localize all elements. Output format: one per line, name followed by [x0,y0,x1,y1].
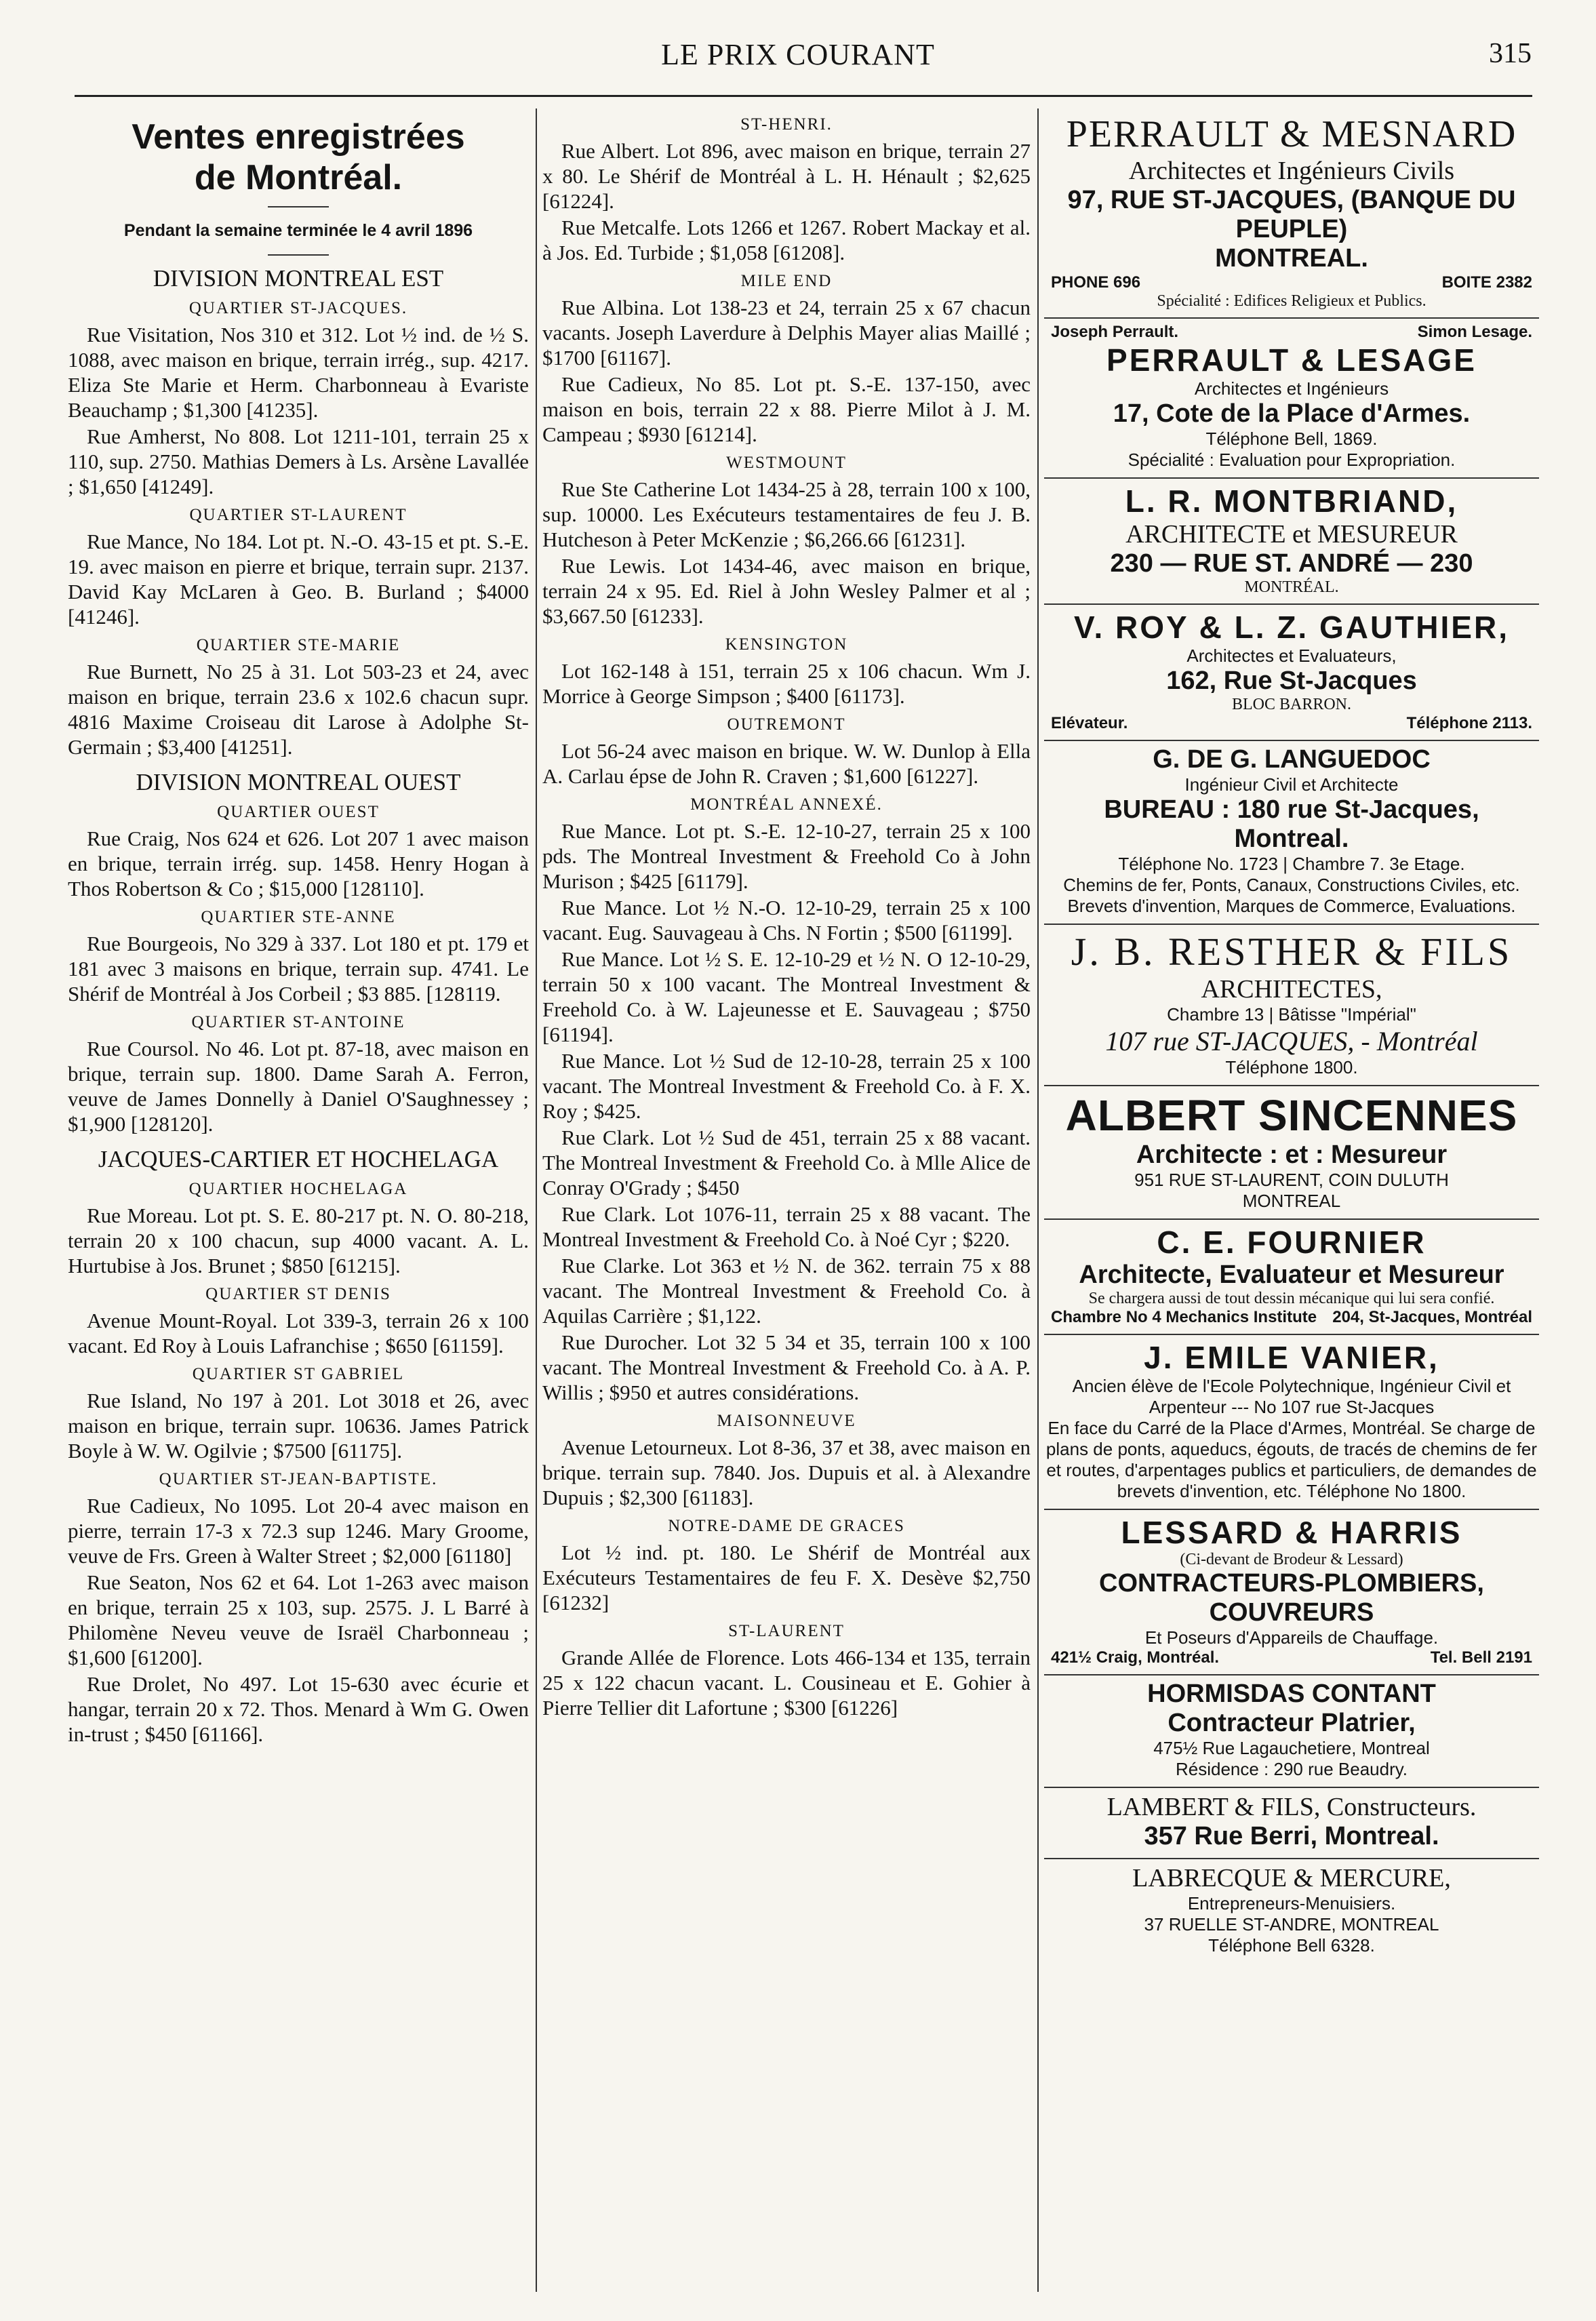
ad-line-pair [1044,323,1539,342]
sale-entry: Rue Clarke. Lot 363 et ½ N. de 362. terrain 75 x 88 vacant. The Montreal Investment & Freehold Co. à Aquilas Carrière ; $1,122. [542,1254,1031,1328]
ad-text: Entrepreneurs-Menuisiers. [1187,1893,1396,1913]
sale-entry: Rue Durocher. Lot 32 5 34 et 35, terrain 100 x 100 vacant. The Montreal Investment & Freehold Co. à A. P. Willis ; $950 et autres considérations. [542,1330,1031,1404]
journal-title: LE PRIX COURANT [661,38,935,71]
quarter-heading: NOTRE-DAME DE GRACES [668,1517,905,1535]
ad-text: (Ci-devant de Brodeur & Lessard) [1180,1551,1403,1568]
ad-text: ARCHITECTES, [1201,975,1382,1004]
sale-entry: Rue Mance, No 184. Lot pt. N.-O. 43-15 et pt. S.-E. 19. avec maison en pierre et brique, terrain supr. 2137. David Kay McLaren à Geo. B. Burland ; $4000 [41246]. [68,530,529,629]
ad-text: 421½ Craig, Montréal. [1051,1648,1220,1667]
quarter-heading: ST-HENRI. [740,115,833,134]
ad-text: Téléphone Bell, 1869. [1205,429,1378,449]
ad-text: Elévateur. [1051,714,1128,732]
sale-entry: Rue Lewis. Lot 1434-46, avec maison en brique, terrain 24 x 95. Ed. Riel à John Wesley Palmer et al ; $3,667.50 [61233]. [542,554,1031,628]
ad-text: C. E. FOURNIER [1157,1225,1427,1260]
advertisement [1044,925,1539,1086]
sale-entry: Rue Bourgeois, No 329 à 337. Lot 180 et pt. 179 et 181 avec 3 maisons en brique, terrain sup. 4741. Le Shérif de Montréal à Jos Corbeil ; $3 885. [128119. [68,932,529,1006]
advertisement [1044,741,1539,925]
quarter-heading: MILE END [740,272,833,290]
ad-text: MONTREAL. [1215,244,1368,273]
ad-text: Ingénieur Civil et Architecte [1184,774,1399,795]
ad-text: Téléphone 2113. [1406,714,1532,732]
ad-text: ALBERT SINCENNES [1065,1091,1518,1140]
ad-text: 357 Rue Berri, Montreal. [1144,1822,1439,1850]
sale-entry: Rue Coursol. No 46. Lot pt. 87-18, avec maison en brique, terrain sup. 1800. Dame Sarah A. Ferron, veuve de James Donnelly à Daniel O'Saughnessey ; $1,900 [128120]. [68,1037,529,1136]
ad-text: Chemins de fer, Ponts, Canaux, Constructions Civiles, etc. Brevets d'invention, Marques de Commerce, Evaluations. [1063,875,1520,916]
sale-entry: Rue Seaton, Nos 62 et 64. Lot 1-263 avec maison en brique, terrain 25 x 103, sup. 2575. J. L Barré à Philomène Neveu veuve de Israël Charbonneau ; $1,600 [61200]. [68,1570,529,1669]
ad-text: MONTRÉAL. [1244,578,1339,596]
sale-entry: Rue Craig, Nos 624 et 626. Lot 207 1 avec maison en brique, terrain irrég. sup. 1458. Henry Hogan à Thos Robertson & Co ; $15,000 [128110]. [68,827,529,900]
listing-body [68,265,529,1747]
column-divider [1037,108,1039,2292]
advertisement [1044,1788,1539,1859]
quarter-heading: QUARTIER STE-ANNE [201,908,396,926]
ad-text: 162, Rue St-Jacques [1166,667,1417,695]
ad-text: Spécialité : Evaluation pour Expropriation. [1128,450,1456,470]
sale-entry: Rue Albina. Lot 138-23 et 24, terrain 25 x 67 chacun vacants. Joseph Laverdure à Delphis Mayer alias Maillé ; $1700 [61167]. [542,296,1031,370]
ad-text: 475½ Rue Lagauchetiere, Montreal [1153,1738,1430,1758]
sale-entry: Rue Amherst, No 808. Lot 1211-101, terrain 25 x 110, sup. 2750. Mathias Demers à Ls. Arsène Lavallée ; $1,650 [41249]. [68,424,529,498]
quarter-heading: OUTREMONT [727,715,846,734]
quarter-heading: WESTMOUNT [726,454,847,472]
sale-entry: Rue Moreau. Lot pt. S. E. 80-217 pt. N. O. 80-218, terrain 20 x 100 chacun, sup 4000 vacant. A. L. Hurtubise à Jos. Brunet ; $850 [61215]. [68,1204,529,1277]
ad-text: LESSARD & HARRIS [1121,1515,1462,1550]
ad-text: PERRAULT & LESAGE [1106,342,1477,378]
advertisement [1044,1510,1539,1675]
division-heading: JACQUES-CARTIER ET HOCHELAGA [98,1146,499,1172]
ad-line-pair [1044,1648,1539,1667]
sale-entry: Rue Clark. Lot ½ Sud de 451, terrain 25 x 88 vacant. The Montreal Investment & Freehold Co. à Mlle Alice de Conray O'Grady ; $450 [542,1126,1031,1199]
ad-text: L. R. MONTBRIAND, [1125,483,1458,519]
ad-text: 107 rue ST-JACQUES, - Montréal [1105,1026,1478,1056]
division-heading: DIVISION MONTREAL OUEST [136,769,461,795]
advertisement [1044,1220,1539,1335]
ad-text: Spécialité : Edifices Religieux et Publics. [1157,292,1427,310]
sale-entry: Lot ½ ind. pt. 180. Le Shérif de Montréal aux Exécuteurs Testamentaires de feu F. X. Desève $2,750 [61232] [542,1541,1031,1614]
quarter-heading: MONTRÉAL ANNEXÉ. [690,795,883,814]
ad-text: LABRECQUE & MERCURE, [1132,1864,1451,1892]
quarter-heading: QUARTIER ST GABRIEL [192,1365,405,1383]
ad-text: V. ROY & L. Z. GAUTHIER, [1074,610,1509,645]
ad-text: 204, St-Jacques, Montréal [1332,1308,1532,1326]
quarter-heading: ST-LAURENT [728,1622,845,1640]
advertisement [1044,605,1539,741]
sale-entry: Lot 56-24 avec maison en brique. W. W. Dunlop à Ella A. Carlau épse de John R. Craven ; $1,600 [61227]. [542,739,1031,788]
listing-body [542,115,1031,1720]
ad-text: Simon Lesage. [1417,323,1532,341]
quarter-heading: MAISONNEUVE [717,1412,856,1430]
ad-text: BLOC BARRON. [1231,696,1352,713]
ad-text: Tel. Bell 2191 [1430,1648,1532,1667]
divider [268,254,329,256]
column-advertisements [1044,108,1539,1963]
sale-entry: Rue Albert. Lot 896, avec maison en brique, terrain 27 x 80. Le Shérif de Montréal à L. H. Hénault ; $2,625 [61224]. [542,139,1031,213]
ad-text: Contracteur Platrier, [1168,1709,1416,1737]
ad-text: Se chargera aussi de tout dessin mécanique qui lui sera confié. [1088,1290,1495,1307]
ad-text: BOITE 2382 [1441,273,1532,292]
quarter-heading: QUARTIER ST-JEAN-BAPTISTE. [159,1470,438,1488]
column-sales-1 [68,108,529,1748]
division-heading: DIVISION MONTREAL EST [153,265,444,292]
sale-entry: Grande Allée de Florence. Lots 466-134 et 135, terrain 25 x 122 chacun vacant. L. Cousineau et E. Gohier à Pierre Tellier dit Lafortune ; $300 [61226] [542,1646,1031,1720]
section-title: Ventes enregistrées de Montréal. [132,117,465,197]
quarter-heading: QUARTIER ST-ANTOINE [191,1013,405,1031]
divider [268,206,329,207]
ad-text: PERRAULT & MESNARD [1066,113,1517,155]
header-rule [75,95,1532,97]
sale-entry: Rue Island, No 197 à 201. Lot 3018 et 26, avec maison en brique, terrain supr. 10636. James Patrick Boyle à W. W. Ogilvie ; $7500 [61175]. [68,1389,529,1463]
ad-text: J. B. RESTHER & FILS [1071,930,1513,974]
ad-line-pair [1044,273,1539,292]
page-header [0,37,1596,78]
quarter-heading: QUARTIER ST-JACQUES. [188,299,408,317]
sale-entry: Rue Ste Catherine Lot 1434-25 à 28, terrain 100 x 100, sup. 10000. Les Exécuteurs testamentaires de feu J. B. Hutcheson à Peter McKenzie ; $6,266.66 [61231]. [542,477,1031,551]
ad-text: Architectes et Ingénieurs [1194,378,1389,399]
quarter-heading: QUARTIER OUEST [217,803,380,821]
advertisement [1044,1086,1539,1220]
sale-entry: Rue Mance. Lot ½ N.-O. 12-10-29, terrain 25 x 100 vacant. Eug. Sauvageau à Chs. N Fortin ; $500 [61199]. [542,896,1031,945]
ad-text: Ancien élève de l'Ecole Polytechnique, Ingénieur Civil et Arpenteur --- No 107 rue St-Jacques [1072,1376,1511,1417]
quarter-heading: QUARTIER STE-MARIE [196,636,401,654]
ad-line-pair [1044,714,1539,733]
ad-text: Chambre 13 | Bâtisse "Impérial" [1167,1004,1416,1025]
sale-entry: Rue Mance. Lot ½ Sud de 12-10-28, terrain 25 x 100 vacant. The Montreal Investment & Freehold Co. à F. X. Roy ; $425. [542,1049,1031,1123]
advertisement [1044,1675,1539,1788]
ad-text: MONTREAL [1242,1191,1341,1211]
quarter-heading: QUARTIER HOCHELAGA [188,1180,408,1198]
quarter-heading: QUARTIER ST-LAURENT [189,506,407,524]
ad-text: 97, RUE ST-JACQUES, (BANQUE DU PEUPLE) [1067,186,1516,243]
section-subtitle: Pendant la semaine terminée le 4 avril 1896 [123,221,473,240]
ad-text: HORMISDAS CONTANT [1147,1680,1436,1708]
ad-line-pair [1044,1308,1539,1327]
sale-entry: Rue Cadieux, No 85. Lot pt. S.-E. 137-150, avec maison en bois, terrain 22 x 88. Pierre Milot à J. M. Campeau ; $930 [61214]. [542,372,1031,446]
ad-text: Architectes et Evaluateurs, [1186,646,1397,666]
ad-text: Chambre No 4 Mechanics Institute [1051,1308,1317,1326]
ad-text: Téléphone Bell 6328. [1208,1935,1375,1956]
column-divider [536,108,537,2292]
sale-entry: Avenue Letourneux. Lot 8-36, 37 et 38, avec maison en brique. terrain sup. 7840. Jos. Dupuis et al. à Alexandre Dupuis ; $2,300 [61183]. [542,1435,1031,1509]
column-sales-2 [542,108,1031,1722]
ad-text: 17, Cote de la Place d'Armes. [1113,399,1471,428]
ad-text: CONTRACTEURS-PLOMBIERS, COUVREURS [1099,1569,1484,1627]
ad-text: Téléphone No. 1723 | Chambre 7. 3e Etage. [1118,854,1465,874]
ad-text: Joseph Perrault. [1051,323,1179,341]
sale-entry: Rue Cadieux, No 1095. Lot 20-4 avec maison en pierre, terrain 17-3 x 72.3 sup 1246. Mary Groome, veuve de Frs. Green à Walter Street ; $2,000 [61180] [68,1494,529,1568]
ad-text: Résidence : 290 rue Beaudry. [1175,1759,1408,1779]
sale-entry: Rue Clark. Lot 1076-11, terrain 25 x 88 vacant. The Montreal Investment & Freehold Co. à Noé Cyr ; $220. [542,1202,1031,1251]
advertisement [1044,108,1539,319]
ad-text: En face du Carré de la Place d'Armes, Montréal. Se charge de plans de ponts, aqueducs, égouts, de tracés de chemins de fer et routes, d'arpentages publics et particuliers, de demandes de brevets d'invention, etc. Téléphone No 1800. [1045,1418,1538,1501]
ad-text: J. EMILE VANIER, [1144,1340,1439,1375]
sale-entry: Rue Visitation, Nos 310 et 312. Lot ½ ind. de ½ S. 1088, avec maison en brique, terrain irrég., sup. 4217. Eliza Ste Marie et Herm. Charbonneau à Evariste Beauchamp ; $1,300 [41235]. [68,323,529,422]
sale-entry: Rue Burnett, No 25 à 31. Lot 503-23 et 24, avec maison en brique, terrain 23.6 x 102.6 chacun supr. 4816 Maxime Croiseau dit Larose à Adolphe St-Germain ; $3,400 [41251]. [68,660,529,759]
sale-entry: Lot 162-148 à 151, terrain 25 x 106 chacun. Wm J. Morrice à George Simpson ; $400 [61173]. [542,659,1031,708]
sale-entry: Avenue Mount-Royal. Lot 339-3, terrain 26 x 100 vacant. Ed Roy à Louis Lafranchise ; $650 [61159]. [68,1309,529,1357]
page-number: 315 [1489,38,1532,69]
ad-text: LAMBERT & FILS, Constructeurs. [1106,1793,1477,1821]
ad-text: G. DE G. LANGUEDOC [1153,745,1431,774]
quarter-heading: KENSINGTON [725,635,848,654]
sale-entry: Rue Mance. Lot pt. S.-E. 12-10-27, terrain 25 x 100 pds. The Montreal Investment & Freehold Co à John Murison ; $425 [61179]. [542,819,1031,893]
quarter-heading: QUARTIER ST DENIS [205,1285,391,1303]
advertisement [1044,1335,1539,1510]
ad-text: Téléphone 1800. [1225,1057,1358,1077]
ad-text: Architecte : et : Mesureur [1136,1140,1448,1169]
ad-text: ARCHITECTE et MESUREUR [1125,520,1458,549]
ad-text: Et Poseurs d'Appareils de Chauffage. [1144,1627,1439,1648]
ad-text: 37 RUELLE ST-ANDRE, MONTREAL [1144,1914,1439,1935]
ad-text: BUREAU : 180 rue St-Jacques, Montreal. [1104,795,1479,853]
advertisement [1044,319,1539,479]
ad-text: 230 — RUE ST. ANDRÉ — 230 [1110,549,1473,578]
ad-text: 951 RUE ST-LAURENT, COIN DULUTH [1134,1170,1449,1190]
advertisement [1044,479,1539,605]
sale-entry: Rue Metcalfe. Lots 1266 et 1267. Robert Mackay et al. à Jos. Ed. Turbide ; $1,058 [61208]. [542,216,1031,264]
ad-text: Architectes et Ingénieurs Civils [1128,157,1455,185]
advertisement [1044,1859,1539,1963]
ad-text: Architecte, Evaluateur et Mesureur [1079,1261,1504,1289]
ad-text: PHONE 696 [1051,273,1141,292]
sale-entry: Rue Drolet, No 497. Lot 15-630 avec écurie et hangar, terrain 20 x 72. Thos. Menard à Wm G. Owen in-trust ; $450 [61166]. [68,1672,529,1746]
sale-entry: Rue Mance. Lot ½ S. E. 12-10-29 et ½ N. O 12-10-29, terrain 50 x 100 vacant. The Montreal Investment & Freehold Co. à W. Lajeunesse et E. Sauvageau ; $750 [61194]. [542,947,1031,1046]
